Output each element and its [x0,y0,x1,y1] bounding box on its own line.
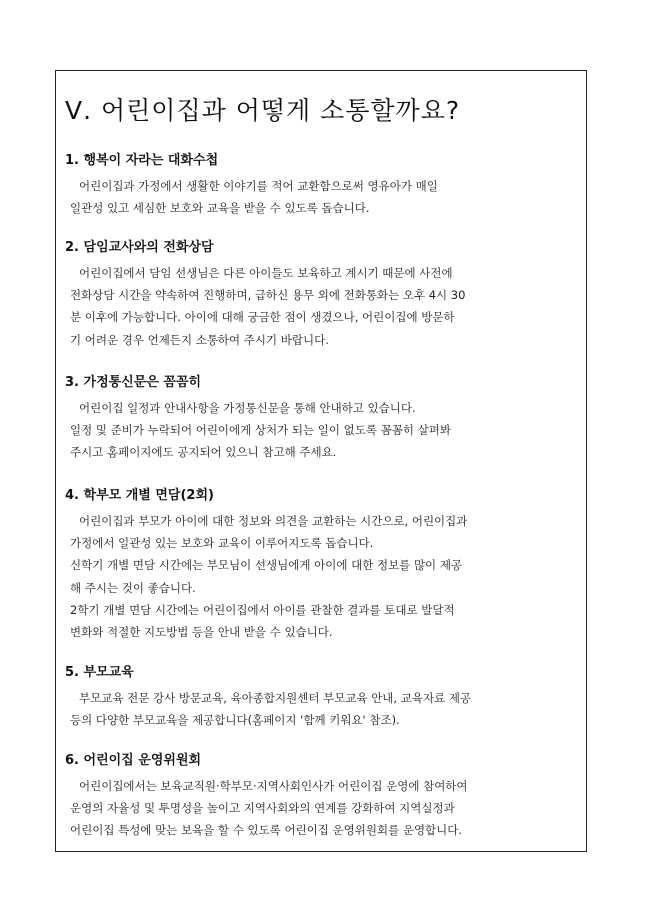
section-line: 기 어려운 경우 언제든지 소통하여 주시기 바랍니다. [70,332,329,347]
section-line: 어린이집 특성에 맞는 보육을 할 수 있도록 어린이집 운영위원회를 운영합니다. [70,823,463,838]
section-line: 일관성 있고 세심한 보호와 교육을 받을 수 있도록 돕습니다. [70,201,370,216]
section-line: 등의 다양한 부모교육을 제공합니다(홈페이지 '함께 키워요' 참조). [70,713,400,728]
section-heading: 4. 학부모 개별 면담(2회) [65,488,214,503]
section-line: 주시고 홈페이지에도 공지되어 있으니 참고해 주세요. [70,445,337,460]
section-parent-meeting [65,484,585,643]
section-diary [65,149,585,219]
section-line: 신학기 개별 면담 시간에는 부모님이 선생님에게 아이에 대한 정보를 많이 제공 [70,558,463,573]
section-heading: 5. 부모교육 [65,665,134,680]
section-line: 어린이집에서는 보육교직원·학부모·지역사회인사가 어린이집 운영에 참여하여 [79,779,468,793]
section-line: 어린이집에서 담임 선생님은 다른 아이들도 보육하고 계시기 때문에 사전에 [79,266,453,280]
section-line: 어린이집과 부모가 아이에 대한 정보와 의견을 교환하는 시간으로, 어린이집과 [79,514,468,528]
section-line: 부모교육 전문 강사 방문교육, 육아종합지원센터 부모교육 안내, 교육자료 제공 [79,691,472,705]
section-line: 2학기 개별 면담 시간에는 어린이집에서 아이를 관찰한 결과를 토대로 발달적 [70,602,455,617]
section-line: 운영의 자율성 및 투명성을 높이고 지역사회와의 연계를 강화하여 지역실정과 [70,801,455,816]
section-line: 전화상담 시간을 약속하여 진행하며, 급하신 용무 외에 전화통화는 오후 4시 30 [70,288,466,303]
section-parent-education [65,661,585,731]
section-line: 일정 및 준비가 누락되어 어린이에게 상처가 되는 일이 없도록 꼼꼼히 살펴봐 [70,423,451,438]
section-line: 해 주시는 것이 좋습니다. [70,580,196,595]
section-line: 분 이후에 가능합니다. 아이에 대해 궁금한 점이 생겼으나, 어린이집에 방문하 [70,310,455,325]
section-newsletter [65,371,585,464]
section-heading: 1. 행복이 자라는 대화수첩 [65,153,219,168]
section-phone-consult [65,236,585,351]
section-heading: 3. 가정통신문은 꼼꼼히 [65,375,202,390]
section-line: 어린이집과 가정에서 생활한 이야기를 적어 교환함으로써 영유아가 매일 [79,179,438,193]
section-heading: 2. 담임교사와의 전화상담 [65,240,214,255]
page-title: Ⅴ. 어린이집과 어떻게 소통할까요? [65,96,461,125]
section-operating-committee [65,749,585,842]
section-line: 어린이집 일정과 안내사항을 가정통신문을 통해 안내하고 있습니다. [79,401,416,415]
document-frame [55,70,587,852]
section-line: 가정에서 일관성 있는 보호와 교육이 이루어지도록 돕습니다. [70,536,374,551]
section-line: 변화와 적절한 지도방법 등을 안내 받을 수 있습니다. [70,625,333,640]
section-heading: 6. 어린이집 운영위원회 [65,753,202,768]
